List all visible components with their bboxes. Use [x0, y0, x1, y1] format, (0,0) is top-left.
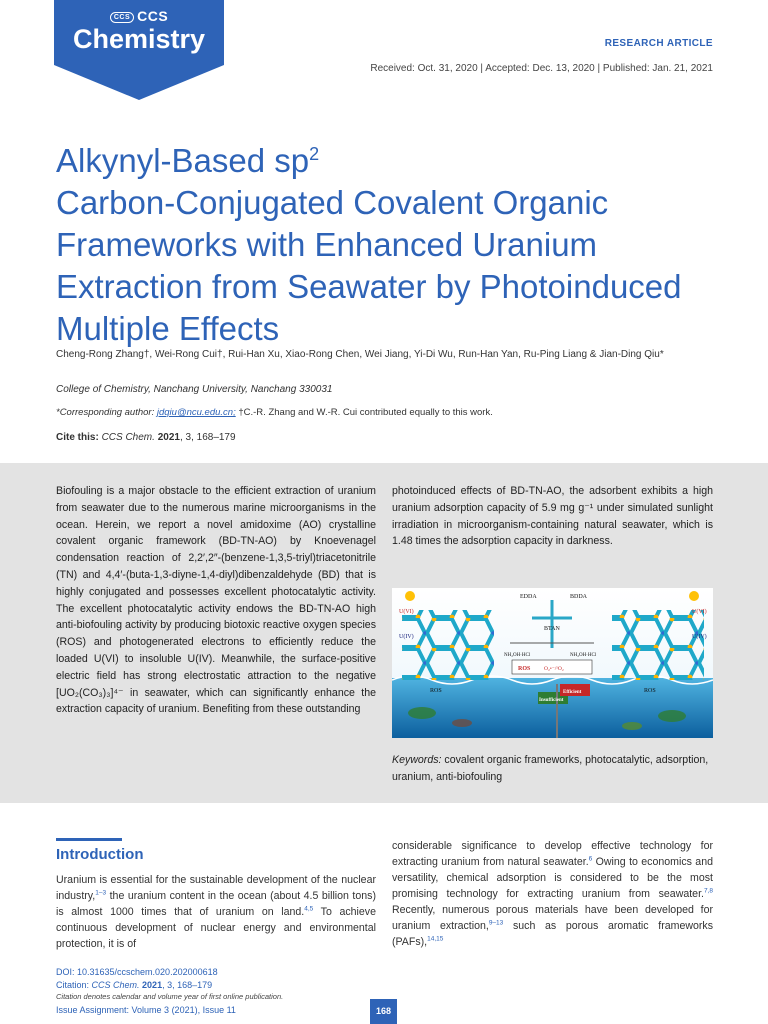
page-number: 168: [370, 999, 397, 1024]
corr-label: *Corresponding author:: [56, 407, 155, 418]
equal-contribution-note: †C.-R. Zhang and W.-R. Cui contributed equally to this work.: [238, 407, 493, 418]
keywords-text: covalent organic frameworks, photocatalytic, adsorption, uranium, anti-biofouling: [392, 754, 709, 783]
corr-email-link[interactable]: jdqiu@ncu.edu.cn;: [156, 407, 236, 418]
toc-nh-left: NH₂OH·HCl: [504, 653, 531, 658]
cite-journal: CCS Chem.: [101, 432, 155, 443]
cite-year: 2021: [157, 432, 180, 443]
logo-ccs-text: CCS: [137, 8, 169, 24]
keywords: [392, 752, 713, 786]
title-line1: Alkynyl-Based sp: [56, 142, 310, 179]
footer-citation-label: Citation:: [56, 979, 92, 990]
intro-left-text-3: To achieve continuous development of nuclear energy and environmental protection, it is of: [56, 906, 376, 950]
ref-link[interactable]: 1–3: [95, 889, 107, 897]
toc-uiv-left: U(IV): [399, 634, 414, 640]
footer-note: Citation denotes calendar and volume year of first online publication.: [56, 992, 284, 1001]
abstract-left-column: Biofouling is a major obstacle to the efficient extraction of uranium from seawater due to the numerous marine microorganisms in the ocean. Herein, we report a novel amidoxime (AO) crystalline covalent organic framework (BD-TN-AO) by Knoevenagel condensation reaction of 2,2′,2″-(benzene-1,3,5-triyl)triacetonitrile (TN) and 4,4′-(buta-1,3-diyne-1,4-diyl)dibenzaldehyde (BD) that is highly conjugated and possesses excellent photocatalytic activity. The excellent photocatalytic activity endows the BD-TN-AO high anti-biofouling activity by producing biotoxic reactive oxygen species (ROS) and photogenerated electrons to efficiently reduce the loaded U(VI) to insoluble U(IV). Meanwhile, the surface-positive electric field has strong electrostatic attraction to the negative [UO₂(CO₃)₃]⁴⁻ in seawater, which can significantly enhance the extraction capacity of uranium. Benefiting from these outstanding: [56, 485, 376, 716]
toc-efficient: Efficient: [563, 690, 582, 695]
toc-insufficient: Insufficient: [539, 698, 564, 703]
footer-issue: Issue Assignment: Volume 3 (2021), Issue 11: [56, 1004, 236, 1015]
ref-link[interactable]: 14,15: [427, 935, 444, 943]
intro-left-column: [56, 872, 376, 952]
toc-btan: BTAN: [544, 626, 560, 632]
logo-ccs-label: [54, 8, 224, 24]
intro-right-text-1: considerable significance to develop effective technology for extracting uranium from natural seawater.: [392, 840, 713, 868]
footer-citation-year: 2021: [139, 979, 163, 990]
keywords-label: Keywords:: [392, 754, 442, 766]
corresponding-author: [56, 407, 493, 418]
title-superscript: 2: [309, 144, 320, 164]
footer-citation-journal: CCS Chem.: [91, 979, 140, 990]
article-title: [56, 140, 726, 350]
toc-graphic: [392, 588, 713, 738]
cite-label: Cite this:: [56, 432, 99, 443]
intro-rule: [56, 838, 122, 841]
toc-bdda: BDDA: [570, 594, 588, 600]
toc-uvi-right: U(VI): [692, 609, 707, 615]
logo-chemistry-text: Chemistry: [72, 24, 206, 54]
cite-rest: , 3, 168–179: [179, 432, 236, 443]
intro-right-text-4: such as porous aromatic frameworks (PAFs),: [392, 920, 713, 948]
journal-logo: [54, 8, 224, 54]
abstract-right-column: photoinduced effects of BD-TN-AO, the adsorbent exhibits a high uranium adsorption capacity of 5.9 mg g⁻¹ under simulated sunlight irradiation in microorganism-containing natural seawater, which is 1.48 times the adsorption capacity in darkness.: [392, 485, 713, 548]
intro-right-text-2: Owing to economics and versatility, chemical adsorption is considered to be the most promising technology for extracting uranium from seawater.: [392, 856, 713, 900]
logo-mark: CCS: [110, 12, 134, 23]
title-rest: Carbon-Conjugated Covalent Organic Frameworks with Enhanced Uranium Extraction from Seawater by Photoinduced Multiple Effects: [56, 184, 682, 347]
ref-link[interactable]: 6: [588, 855, 593, 863]
toc-nh-right: NH₂OH·HCl: [570, 653, 597, 658]
author-list: Cheng-Rong Zhang†, Wei-Rong Cui†, Rui-Han Xu, Xiao-Rong Chen, Wei Jiang, Yi-Di Wu, Run-Han Yan, Ru-Ping Liang & Jian-Ding Qiu*: [56, 349, 664, 360]
toc-uvi-left: U(VI): [399, 609, 414, 615]
footer-citation-rest: , 3, 168–179: [162, 979, 213, 990]
toc-uiv-right: U(IV): [692, 634, 707, 640]
publication-dates: Received: Oct. 31, 2020 | Accepted: Dec. 13, 2020 | Published: Jan. 21, 2021: [370, 63, 713, 74]
ref-link[interactable]: 9–13: [488, 919, 504, 927]
ref-link[interactable]: 4,5: [304, 905, 314, 913]
toc-edda: EDDA: [520, 594, 537, 600]
footer: [56, 966, 283, 1016]
footer-citation: [56, 979, 283, 992]
intro-left-text-2: the uranium content in the ocean (about 4.5 billion tons) is almost 1000 times that of uranium on land.: [56, 890, 376, 918]
toc-ros-mid: ROS: [518, 666, 531, 672]
intro-heading: Introduction: [56, 846, 144, 863]
affiliation: College of Chemistry, Nanchang University, Nanchang 330031: [56, 384, 333, 395]
intro-right-text-3: Recently, numerous porous materials have been developed for uranium extraction,: [392, 904, 713, 932]
footer-doi[interactable]: DOI: 10.31635/ccschem.020.202000618: [56, 967, 218, 977]
toc-ros-right: ROS: [644, 688, 656, 694]
ref-link[interactable]: 7,8: [703, 887, 713, 895]
toc-ros-left: ROS: [430, 688, 442, 694]
intro-left-text-1: Uranium is essential for the sustainable development of the nuclear industry,: [56, 874, 376, 902]
article-type: RESEARCH ARTICLE: [604, 38, 713, 49]
intro-right-column: [392, 838, 713, 950]
cite-this: [56, 432, 236, 443]
toc-o2: O₂•⁻/¹O₂: [544, 666, 564, 672]
